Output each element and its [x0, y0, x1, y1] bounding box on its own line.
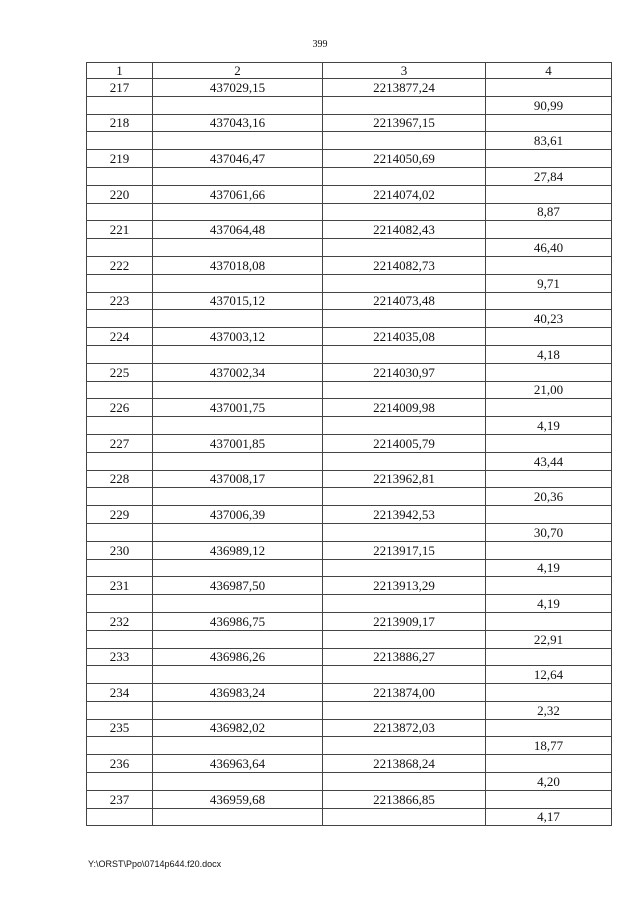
empty-cell [323, 701, 486, 719]
empty-cell [153, 595, 323, 613]
empty-cell [153, 96, 323, 114]
table-row [87, 630, 612, 648]
page-number: 399 [312, 39, 328, 50]
table-row [87, 612, 612, 630]
table-row [87, 203, 612, 221]
x-coordinate: 436983,24 [153, 684, 323, 702]
x-coordinate: 436986,26 [153, 648, 323, 666]
segment-length: 4,20 [486, 773, 612, 791]
x-coordinate: 437046,47 [153, 150, 323, 168]
empty-cell [87, 310, 153, 328]
segment-length: 4,19 [486, 559, 612, 577]
empty-cell [87, 132, 153, 150]
segment-length: 18,77 [486, 737, 612, 755]
empty-cell [323, 345, 486, 363]
empty-cell [87, 203, 153, 221]
segment-length: 4,19 [486, 595, 612, 613]
table-row [87, 559, 612, 577]
empty-cell [153, 808, 323, 826]
y-coordinate: 2213962,81 [323, 470, 486, 488]
x-coordinate: 437064,48 [153, 221, 323, 239]
empty-cell [323, 488, 486, 506]
point-number: 219 [87, 150, 153, 168]
empty-cell [153, 274, 323, 292]
empty-cell [153, 559, 323, 577]
empty-cell [323, 630, 486, 648]
y-coordinate: 2213909,17 [323, 612, 486, 630]
x-coordinate: 436963,64 [153, 755, 323, 773]
empty-cell [486, 719, 612, 737]
table-row [87, 737, 612, 755]
empty-cell [486, 612, 612, 630]
table-row [87, 755, 612, 773]
empty-cell [486, 684, 612, 702]
segment-length: 46,40 [486, 239, 612, 257]
x-coordinate: 437043,16 [153, 114, 323, 132]
y-coordinate: 2213866,85 [323, 790, 486, 808]
y-coordinate: 2214082,43 [323, 221, 486, 239]
table-row [87, 719, 612, 737]
y-coordinate: 2213913,29 [323, 577, 486, 595]
empty-cell [323, 203, 486, 221]
empty-cell [153, 630, 323, 648]
table-row [87, 541, 612, 559]
x-coordinate: 437018,08 [153, 256, 323, 274]
table-row [87, 452, 612, 470]
point-number: 228 [87, 470, 153, 488]
empty-cell [153, 167, 323, 185]
x-coordinate: 437029,15 [153, 79, 323, 97]
empty-cell [87, 523, 153, 541]
table-row [87, 310, 612, 328]
empty-cell [87, 559, 153, 577]
empty-cell [87, 167, 153, 185]
empty-cell [153, 310, 323, 328]
empty-cell [153, 239, 323, 257]
empty-cell [486, 363, 612, 381]
point-number: 227 [87, 434, 153, 452]
table-row [87, 488, 612, 506]
empty-cell [323, 274, 486, 292]
empty-cell [87, 701, 153, 719]
point-number: 224 [87, 328, 153, 346]
table-row [87, 773, 612, 791]
table-row [87, 185, 612, 203]
table-row [87, 506, 612, 524]
empty-cell [87, 630, 153, 648]
empty-cell [486, 256, 612, 274]
empty-cell [153, 417, 323, 435]
segment-length: 12,64 [486, 666, 612, 684]
table-row [87, 808, 612, 826]
y-coordinate: 2213886,27 [323, 648, 486, 666]
empty-cell [153, 381, 323, 399]
empty-cell [323, 417, 486, 435]
point-number: 222 [87, 256, 153, 274]
empty-cell [323, 96, 486, 114]
table-row [87, 132, 612, 150]
table-row [87, 684, 612, 702]
table-row [87, 114, 612, 132]
point-number: 221 [87, 221, 153, 239]
table-row [87, 239, 612, 257]
empty-cell [87, 808, 153, 826]
footer-file-path: Y:\ORST\Ppo\0714p644.f20.docx [88, 859, 222, 869]
empty-cell [486, 541, 612, 559]
empty-cell [323, 381, 486, 399]
empty-cell [486, 577, 612, 595]
empty-cell [323, 239, 486, 257]
point-number: 229 [87, 506, 153, 524]
empty-cell [153, 737, 323, 755]
header-col-4: 4 [486, 63, 612, 79]
empty-cell [486, 328, 612, 346]
empty-cell [323, 737, 486, 755]
empty-cell [323, 523, 486, 541]
table-row [87, 417, 612, 435]
point-number: 236 [87, 755, 153, 773]
segment-length: 4,17 [486, 808, 612, 826]
empty-cell [486, 79, 612, 97]
empty-cell [87, 452, 153, 470]
table-row [87, 150, 612, 168]
point-number: 218 [87, 114, 153, 132]
table-row [87, 381, 612, 399]
y-coordinate: 2213967,15 [323, 114, 486, 132]
x-coordinate: 436987,50 [153, 577, 323, 595]
table-row [87, 328, 612, 346]
point-number: 223 [87, 292, 153, 310]
y-coordinate: 2214009,98 [323, 399, 486, 417]
empty-cell [486, 185, 612, 203]
empty-cell [486, 150, 612, 168]
header-col-1: 1 [87, 63, 153, 79]
coordinates-table [86, 62, 612, 826]
empty-cell [486, 506, 612, 524]
point-number: 226 [87, 399, 153, 417]
empty-cell [87, 666, 153, 684]
point-number: 217 [87, 79, 153, 97]
point-number: 225 [87, 363, 153, 381]
table-row [87, 79, 612, 97]
x-coordinate: 436982,02 [153, 719, 323, 737]
empty-cell [323, 666, 486, 684]
y-coordinate: 2214074,02 [323, 185, 486, 203]
empty-cell [323, 559, 486, 577]
x-coordinate: 437001,85 [153, 434, 323, 452]
empty-cell [486, 399, 612, 417]
empty-cell [323, 452, 486, 470]
segment-length: 20,36 [486, 488, 612, 506]
y-coordinate: 2213868,24 [323, 755, 486, 773]
table-row [87, 167, 612, 185]
empty-cell [323, 132, 486, 150]
segment-length: 9,71 [486, 274, 612, 292]
segment-length: 2,32 [486, 701, 612, 719]
empty-cell [153, 132, 323, 150]
segment-length: 22,91 [486, 630, 612, 648]
segment-length: 4,18 [486, 345, 612, 363]
table-row [87, 274, 612, 292]
table-row [87, 256, 612, 274]
empty-cell [87, 488, 153, 506]
empty-cell [87, 773, 153, 791]
y-coordinate: 2213872,03 [323, 719, 486, 737]
empty-cell [87, 595, 153, 613]
segment-length: 90,99 [486, 96, 612, 114]
y-coordinate: 2213942,53 [323, 506, 486, 524]
y-coordinate: 2214050,69 [323, 150, 486, 168]
empty-cell [153, 666, 323, 684]
empty-cell [323, 310, 486, 328]
empty-cell [486, 114, 612, 132]
table-row [87, 701, 612, 719]
table-row [87, 648, 612, 666]
segment-length: 83,61 [486, 132, 612, 150]
empty-cell [153, 203, 323, 221]
table-row [87, 470, 612, 488]
point-number: 234 [87, 684, 153, 702]
y-coordinate: 2214035,08 [323, 328, 486, 346]
table-row [87, 523, 612, 541]
empty-cell [87, 417, 153, 435]
segment-length: 4,19 [486, 417, 612, 435]
empty-cell [87, 274, 153, 292]
empty-cell [153, 773, 323, 791]
empty-cell [153, 452, 323, 470]
table-row [87, 790, 612, 808]
point-number: 235 [87, 719, 153, 737]
empty-cell [87, 239, 153, 257]
empty-cell [486, 755, 612, 773]
table-body [87, 79, 612, 826]
table-row [87, 595, 612, 613]
x-coordinate: 437061,66 [153, 185, 323, 203]
point-number: 220 [87, 185, 153, 203]
x-coordinate: 437001,75 [153, 399, 323, 417]
table-row [87, 96, 612, 114]
empty-cell [323, 167, 486, 185]
table-row [87, 577, 612, 595]
header-col-3: 3 [323, 63, 486, 79]
segment-length: 21,00 [486, 381, 612, 399]
empty-cell [486, 292, 612, 310]
table-row [87, 399, 612, 417]
x-coordinate: 437006,39 [153, 506, 323, 524]
empty-cell [486, 470, 612, 488]
empty-cell [486, 434, 612, 452]
table-row [87, 363, 612, 381]
y-coordinate: 2213874,00 [323, 684, 486, 702]
empty-cell [153, 345, 323, 363]
segment-length: 8,87 [486, 203, 612, 221]
empty-cell [87, 96, 153, 114]
x-coordinate: 437003,12 [153, 328, 323, 346]
x-coordinate: 437008,17 [153, 470, 323, 488]
point-number: 233 [87, 648, 153, 666]
empty-cell [323, 808, 486, 826]
x-coordinate: 436989,12 [153, 541, 323, 559]
y-coordinate: 2214030,97 [323, 363, 486, 381]
segment-length: 30,70 [486, 523, 612, 541]
table-row [87, 221, 612, 239]
empty-cell [153, 488, 323, 506]
empty-cell [486, 790, 612, 808]
x-coordinate: 437015,12 [153, 292, 323, 310]
point-number: 231 [87, 577, 153, 595]
empty-cell [486, 221, 612, 239]
empty-cell [153, 701, 323, 719]
header-col-2: 2 [153, 63, 323, 79]
y-coordinate: 2214005,79 [323, 434, 486, 452]
point-number: 230 [87, 541, 153, 559]
y-coordinate: 2213917,15 [323, 541, 486, 559]
empty-cell [323, 773, 486, 791]
empty-cell [87, 381, 153, 399]
segment-length: 27,84 [486, 167, 612, 185]
table-row [87, 345, 612, 363]
empty-cell [87, 737, 153, 755]
y-coordinate: 2214073,48 [323, 292, 486, 310]
empty-cell [486, 648, 612, 666]
x-coordinate: 436986,75 [153, 612, 323, 630]
y-coordinate: 2213877,24 [323, 79, 486, 97]
table-row [87, 292, 612, 310]
table-row [87, 666, 612, 684]
empty-cell [87, 345, 153, 363]
x-coordinate: 436959,68 [153, 790, 323, 808]
y-coordinate: 2214082,73 [323, 256, 486, 274]
point-number: 232 [87, 612, 153, 630]
table-row [87, 434, 612, 452]
segment-length: 43,44 [486, 452, 612, 470]
empty-cell [153, 523, 323, 541]
empty-cell [323, 595, 486, 613]
segment-length: 40,23 [486, 310, 612, 328]
point-number: 237 [87, 790, 153, 808]
x-coordinate: 437002,34 [153, 363, 323, 381]
table-header-row [87, 63, 612, 79]
